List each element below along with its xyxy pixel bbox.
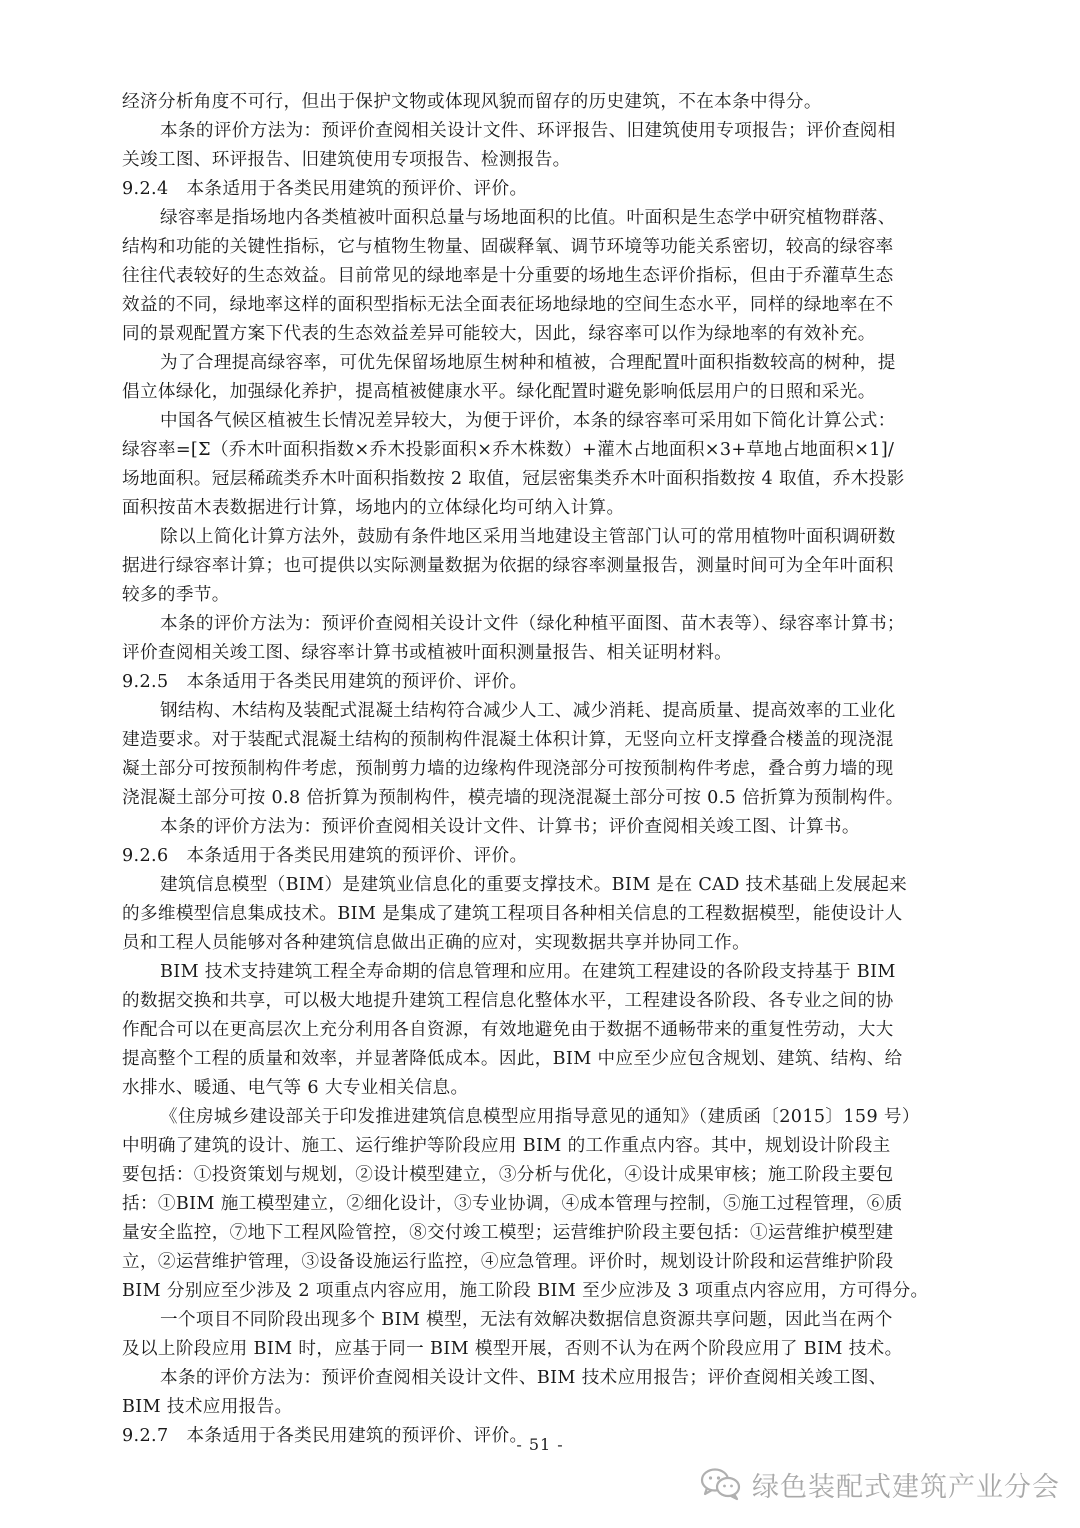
text-line: 9.2.4 本条适用于各类民用建筑的预评价、评价。 <box>122 179 528 199</box>
text-line: 本条的评价方法为：预评价查阅相关设计文件、BIM 技术应用报告；评价查阅相关竣工图、 <box>160 1368 887 1388</box>
text-line: 为了合理提高绿容率，可优先保留场地原生树种和植被，合理配置叶面积指数较高的树种，提 <box>160 353 896 373</box>
text-line: 作配合可以在更高层次上充分利用各自资源，有效地避免由于数据不通畅带来的重复性劳动，大大 <box>122 1020 894 1040</box>
text-line: 及以上阶段应用 BIM 时，应基于同一 BIM 模型开展，否则不认为在两个阶段应用了 BIM 技术。 <box>122 1339 903 1359</box>
text-line: 建造要求。对于装配式混凝土结构的预制构件混凝土体积计算，无竖向立杆支撑叠合楼盖的现浇混 <box>122 730 894 750</box>
text-line: 同的景观配置方案下代表的生态效益差异可能较大，因此，绿容率可以作为绿地率的有效补充。 <box>122 324 876 344</box>
text-line: 中国各气候区植被生长情况差异较大，为便于评价，本条的绿容率可采用如下简化计算公式： <box>160 411 896 431</box>
text-line: 要包括：①投资策划与规划，②设计模型建立，③分析与优化，④设计成果审核；施工阶段主要包 <box>122 1165 894 1185</box>
text-line: 水排水、暖通、电气等 6 大专业相关信息。 <box>122 1078 469 1098</box>
text-line: 提高整个工程的质量和效率，并显著降低成本。因此，BIM 中应至少应包含规划、建筑、结构、给 <box>122 1049 903 1069</box>
text-line: 本条的评价方法为：预评价查阅相关设计文件（绿化种植平面图、苗木表等）、绿容率计算书； <box>160 614 905 634</box>
text-line: 倡立体绿化，加强绿化养护，提高植被健康水平。绿化配置时避免影响低层用户的日照和采光。 <box>122 382 876 402</box>
text-line: 的数据交换和共享，可以极大地提升建筑工程信息化整体水平，工程建设各阶段、各专业之间的协 <box>122 991 894 1011</box>
text-line: BIM 分别应至少涉及 2 项重点内容应用，施工阶段 BIM 至少应涉及 3 项重点内容应用，方可得分。 <box>122 1281 929 1301</box>
wechat-icon <box>700 1467 742 1501</box>
page-number: - 51 - <box>516 1435 564 1454</box>
text-line: 经济分析角度不可行，但出于保护文物或体现风貌而留存的历史建筑，不在本条中得分。 <box>122 92 822 112</box>
text-line: 本条的评价方法为：预评价查阅相关设计文件、计算书；评价查阅相关竣工图、计算书。 <box>160 817 860 837</box>
text-line: 一个项目不同阶段出现多个 BIM 模型，无法有效解决数据信息资源共享问题，因此当在两个 <box>160 1310 893 1330</box>
text-line: 立，②运营维护管理，③设备设施运行监控，④应急管理。评价时，规划设计阶段和运营维护阶段 <box>122 1252 894 1272</box>
text-line: 凝土部分可按预制构件考虑，预制剪力墙的边缘构件现浇部分可按预制构件考虑，叠合剪力墙的现 <box>122 759 894 779</box>
text-line: 面积按苗木表数据进行计算，场地内的立体绿化均可纳入计算。 <box>122 498 625 518</box>
text-line: 关竣工图、环评报告、旧建筑使用专项报告、检测报告。 <box>122 150 571 170</box>
watermark <box>700 1462 1060 1506</box>
text-line: 场地面积。冠层稀疏类乔木叶面积指数按 2 取值，冠层密集类乔木叶面积指数按 4 取值，乔木投影 <box>122 469 905 489</box>
text-line: 员和工程人员能够对各种建筑信息做出正确的应对，实现数据共享并协同工作。 <box>122 933 751 953</box>
document-page <box>122 88 960 1451</box>
text-line: 据进行绿容率计算；也可提供以实际测量数据为依据的绿容率测量报告，测量时间可为全年叶面积 <box>122 556 894 576</box>
text-line: 绿容率=[Σ（乔木叶面积指数×乔木投影面积×乔木株数）+灌木占地面积×3+草地占地面积×1]/ <box>122 440 895 460</box>
text-line: 效益的不同，绿地率这样的面积型指标无法全面表征场地绿地的空间生态水平，同样的绿地率在不 <box>122 295 894 315</box>
text-line: 9.2.6 本条适用于各类民用建筑的预评价、评价。 <box>122 846 528 866</box>
text-line: 钢结构、木结构及装配式混凝土结构符合减少人工、减少消耗、提高质量、提高效率的工业化 <box>160 701 896 721</box>
text-line: 建筑信息模型（BIM）是建筑业信息化的重要支撑技术。BIM 是在 CAD 技术基础上发展起来 <box>160 875 908 895</box>
text-line: 《住房城乡建设部关于印发推进建筑信息模型应用指导意见的通知》（建质函〔2015〕159 号） <box>160 1107 920 1127</box>
text-line: 本条的评价方法为：预评价查阅相关设计文件、环评报告、旧建筑使用专项报告；评价查阅相 <box>160 121 896 141</box>
text-line: 浇混凝土部分可按 0.8 倍折算为预制构件，模壳墙的现浇混凝土部分可按 0.5 倍折算为预制构件。 <box>122 788 904 808</box>
text-line: 结构和功能的关键性指标，它与植物生物量、固碳释氧、调节环境等功能关系密切，较高的绿容率 <box>122 237 894 257</box>
watermark-text: 绿色装配式建筑产业分会 <box>752 1471 1060 1503</box>
text-line: BIM 技术支持建筑工程全寿命期的信息管理和应用。在建筑工程建设的各阶段支持基于 BIM <box>160 962 896 982</box>
text-line: 9.2.5 本条适用于各类民用建筑的预评价、评价。 <box>122 672 528 692</box>
text-line: 中明确了建筑的设计、施工、运行维护等阶段应用 BIM 的工作重点内容。其中，规划设计阶段主 <box>122 1136 891 1156</box>
text-line: 9.2.7 本条适用于各类民用建筑的预评价、评价。 <box>122 1426 528 1446</box>
text-line: 量安全监控，⑦地下工程风险管控，⑧交付竣工模型；运营维护阶段主要包括：①运营维护模型建 <box>122 1223 894 1243</box>
text-line: BIM 技术应用报告。 <box>122 1397 293 1417</box>
text-line: 绿容率是指场地内各类植被叶面积总量与场地面积的比值。叶面积是生态学中研究植物群落、 <box>160 208 896 228</box>
text-line: 评价查阅相关竣工图、绿容率计算书或植被叶面积测量报告、相关证明材料。 <box>122 643 733 663</box>
text-line: 往往代表较好的生态效益。目前常见的绿地率是十分重要的场地生态评价指标，但由于乔灌草生态 <box>122 266 894 286</box>
text-line: 括：①BIM 施工模型建立，②细化设计，③专业协调，④成本管理与控制，⑤施工过程管理，⑥质 <box>122 1194 903 1214</box>
text-line: 较多的季节。 <box>122 585 230 605</box>
text-line: 除以上简化计算方法外，鼓励有条件地区采用当地建设主管部门认可的常用植物叶面积调研数 <box>160 527 896 547</box>
text-line: 的多维模型信息集成技术。BIM 是集成了建筑工程项目各种相关信息的工程数据模型，能使设计人 <box>122 904 903 924</box>
